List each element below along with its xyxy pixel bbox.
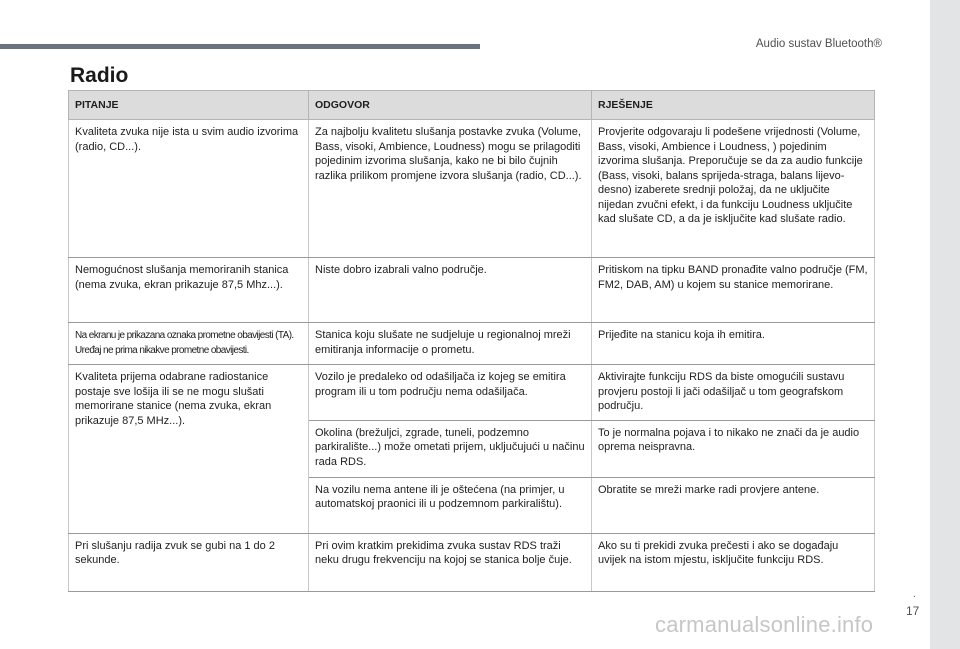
watermark: carmanualsonline.info	[655, 612, 874, 637]
solution-cell: To je normalna pojava i to nikako ne znači da je audio oprema neispravna.	[592, 420, 875, 477]
page-edge-strip	[930, 0, 960, 649]
table-row	[69, 365, 875, 421]
page-title: Radio	[70, 64, 129, 87]
troubleshooting-table	[68, 90, 875, 592]
table-row	[69, 323, 875, 365]
solution-cell: Obratite se mreži marke radi provjere antene.	[592, 477, 875, 533]
table-row	[69, 120, 875, 258]
answer-cell: Za najbolju kvalitetu slušanja postavke zvuka (Volume, Bass, visoki, Ambience, Loudness) mogu se prilagoditi pojedinim izvorima slušanja, kako ne bi bilo čujnih razlika prilikom promjene izvora slušanja (radio, CD...).	[309, 120, 592, 258]
solution-cell: Pritiskom na tipku BAND pronađite valno područje (FM, FM2, DAB, AM) u kojem su stanice memorirane.	[592, 258, 875, 323]
question-cell: Kvaliteta prijema odabrane radiostanice postaje sve lošija ili se ne mogu slušati memorirane stanice (nema zvuka, ekran prikazuje 87,5 MHz...).	[69, 365, 309, 534]
question-cell: Pri slušanju radija zvuk se gubi na 1 do 2 sekunde.	[69, 533, 309, 591]
answer-cell: Niste dobro izabrali valno područje.	[309, 258, 592, 323]
solution-cell: Provjerite odgovaraju li podešene vrijednosti (Volume, Bass, visoki, Ambience i Loudness, ) pojedinim izvorima slušanja. Preporučuje se da za audio funkcije (Bass, visoki, balans sprijeda-straga, balans lijevo-desno) izaberete srednji položaj, da ne uključite nijedan zvučni efekt, i da funkciju Loudness uključite kad slušate CD, a da je isključite kad slušate radio.	[592, 120, 875, 258]
solution-cell: Ako su ti prekidi zvuka prečesti i ako se događaju uvijek na istom mjestu, isključite funkciju RDS.	[592, 533, 875, 591]
answer-cell: Vozilo je predaleko od odašiljača iz kojeg se emitira program ili u tom području nema odašiljača.	[309, 365, 592, 421]
section-title: Audio sustav Bluetooth®	[755, 38, 882, 50]
column-header-question: PITANJE	[69, 91, 309, 120]
column-header-solution: RJEŠENJE	[592, 91, 875, 120]
table-row	[69, 258, 875, 323]
page-number: 17	[906, 604, 920, 618]
answer-cell: Stanica koju slušate ne sudjeluje u regionalnoj mreži emitiranja informacije o prometu.	[309, 323, 592, 365]
solution-cell: Prijeđite na stanicu koja ih emitira.	[592, 323, 875, 365]
solution-cell: Aktivirajte funkciju RDS da biste omogućili sustavu provjeru postoji li jači odašiljač u tom geografskom području.	[592, 365, 875, 421]
table-row	[69, 533, 875, 591]
header-bar	[0, 44, 480, 49]
column-header-answer: ODGOVOR	[309, 91, 592, 120]
answer-cell: Na vozilu nema antene ili je oštećena (na primjer, u automatskoj praonici ili u podzemnom parkiralištu).	[309, 477, 592, 533]
question-cell: Nemogućnost slušanja memoriranih stanica (nema zvuka, ekran prikazuje 87,5 Mhz...).	[69, 258, 309, 323]
answer-cell: Okolina (brežuljci, zgrade, tuneli, podzemno parkiralište...) može ometati prijem, uključujući u načinu rada RDS.	[309, 420, 592, 477]
table-header-row	[69, 91, 875, 120]
question-cell: Kvaliteta zvuka nije ista u svim audio izvorima (radio, CD...).	[69, 120, 309, 258]
continuation-mark: .	[913, 589, 916, 600]
question-cell: Na ekranu je prikazana oznaka prometne obavijesti (TA). Uređaj ne prima nikakve prometne obavijesti.	[69, 323, 309, 365]
answer-cell: Pri ovim kratkim prekidima zvuka sustav RDS traži neku drugu frekvenciju na kojoj se stanica bolje čuje.	[309, 533, 592, 591]
